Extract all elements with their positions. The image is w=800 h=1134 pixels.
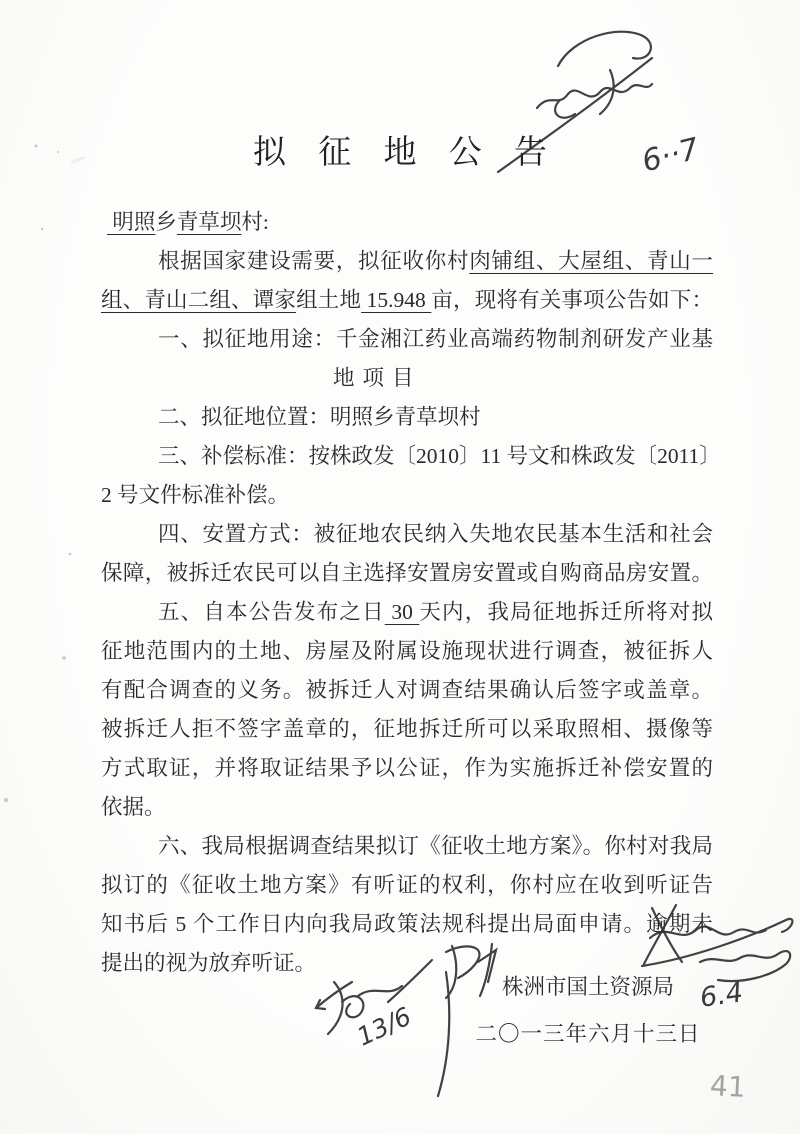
body-line [101,242,713,281]
underlined-text: 明照 [107,210,156,234]
body-line [101,476,713,515]
text: 被拆迁人拒不签字盖章的，征地拆迁所可以采取照相、摄像等 [101,717,713,741]
handwritten-note-top-right: 6··7 [638,131,703,180]
text: 天内，我局征地拆迁所将对拟 [419,600,713,624]
text: 地项目 [333,366,422,390]
text: 依据。 [101,795,166,819]
document-body [101,203,721,983]
body-line [101,281,713,320]
text: 有配合调查的义务。被拆迁人对调查结果确认后签字或盖章。 [101,678,713,702]
text: 保障，被拆迁农民可以自主选择安置房安置或自购商品房安置。 [101,561,713,585]
underlined-text: 15.948 [361,288,432,312]
text: 提出的视为放弃听证。 [101,951,317,975]
body-line [101,437,721,476]
text: 组土地 [296,288,362,312]
underlined-text: 30 [384,600,420,624]
document-footer [462,970,714,1048]
text: 拟订的《征收土地方案》有听证的权利，你村应在收到听证告 [101,873,713,897]
body-line [101,554,713,593]
text: 四、安置方式：被征地农民纳入失地农民基本生活和社会 [158,522,713,546]
body-line [101,632,713,671]
handwritten-date-note: 13/6 [352,1001,416,1052]
body-line [101,749,713,788]
text: 五、自本公告发布之日 [158,600,385,624]
text: 亩，现将有关事项公告如下： [431,288,713,312]
text: 乡 [155,210,177,234]
underlined-text: 肉铺组、大屋组、青山一 [469,249,713,273]
text: 六、我局根据调查结果拟订《征收土地方案》。你村对我局 [158,834,713,858]
text: 一、拟征地用途：千金湘江药业高端药物制剂研发产业基 [158,327,713,351]
issuing-agency: 株洲市国土资源局 [501,975,674,999]
body-line [101,788,713,827]
body-line [101,827,713,866]
body-line [101,359,713,398]
handwritten-page-number: 41 [709,1069,747,1104]
body-line [101,593,713,632]
issue-date: 二〇一三年六月十三日 [475,1022,701,1046]
body-line [101,905,713,944]
body-line [101,710,713,749]
body-line [101,320,713,359]
body-line [101,398,713,437]
text: 知书后 5 个工作日内向我局政策法规科提出局面申请。逾期未 [101,912,713,936]
text: 方式取证，并将取证结果予以公证，作为实施拆迁补偿安置的 [101,756,713,780]
text: 2 号文件标准补偿。 [101,483,290,507]
text: 根据国家建设需要，拟征收你村 [158,249,470,273]
document-title: 拟 征 地 公 告 [253,135,559,171]
body-line [101,515,713,554]
scan-speckles [4,145,86,803]
text: 三、补偿标准：按株政发〔2010〕11 号文和株政发〔2011〕 [158,444,721,468]
underlined-text: 青草坝 [176,210,242,234]
underlined-text: 组、青山二组、谭家 [101,288,297,312]
text: 二、拟征地位置：明照乡青草坝村 [158,405,481,429]
text: 征地范围内的土地、房屋及附属设施现状进行调查，被征拆人 [101,639,713,663]
body-line [101,866,713,905]
body-line [101,671,713,710]
body-line [101,203,713,242]
handwritten-note-mid-right: 6.4 [698,977,745,1014]
text: 村: [241,210,269,234]
